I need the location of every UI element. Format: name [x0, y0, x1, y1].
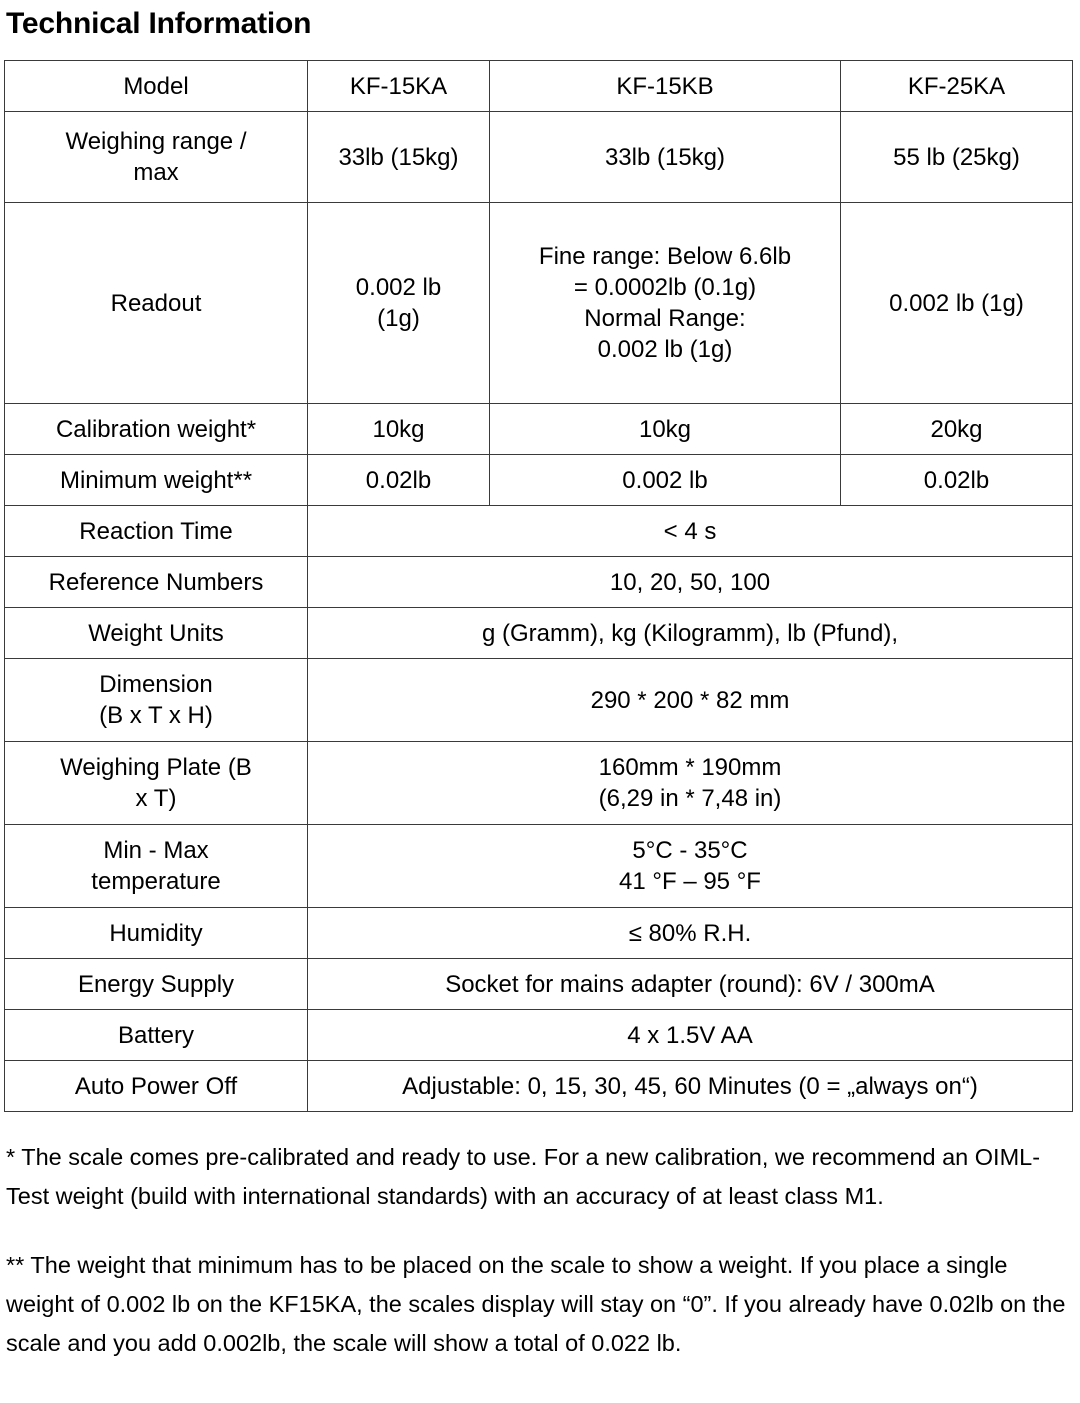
- cell-reference-numbers: 10, 20, 50, 100: [308, 557, 1073, 608]
- cell-reaction-time: < 4 s: [308, 506, 1073, 557]
- label-line-2: temperature: [91, 868, 221, 895]
- table-row: [5, 404, 1073, 455]
- cell-temperature: [308, 825, 1073, 908]
- table-row: [5, 203, 1073, 404]
- row-label-reference-numbers: Reference Numbers: [5, 557, 308, 608]
- row-label-reaction-time: Reaction Time: [5, 506, 308, 557]
- table-row: [5, 506, 1073, 557]
- table-row: [5, 825, 1073, 908]
- label-line-2: x T): [135, 785, 177, 812]
- temperature-fahrenheit: 41 °F – 95 °F: [619, 868, 761, 895]
- header-label: Model: [5, 61, 308, 112]
- readout-a-line-1: 0.002 lb: [355, 274, 442, 301]
- table-row: [5, 659, 1073, 742]
- cell-minimum-kf25ka: 0.02lb: [841, 455, 1073, 506]
- cell-weighing-range-kf15kb: 33lb (15kg): [490, 112, 841, 203]
- footnotes: [6, 1138, 1076, 1363]
- table-row: [5, 742, 1073, 825]
- cell-humidity: ≤ 80% R.H.: [308, 908, 1073, 959]
- cell-minimum-kf15kb: 0.002 lb: [490, 455, 841, 506]
- row-label-weighing-plate: [5, 742, 308, 825]
- cell-minimum-kf15ka: 0.02lb: [308, 455, 490, 506]
- header-model-kf15kb: KF-15KB: [490, 61, 841, 112]
- footnote-minimum-weight: ** The weight that minimum has to be placed on the scale to show a weight. If you place a single weight of 0.002 lb on the KF15KA, the scales display will stay on “0”. If you already have 0.02lb on the scale and you add 0.002lb, the scale will show a total of 0.022 lb.: [6, 1252, 1066, 1356]
- table-row: [5, 608, 1073, 659]
- cell-readout-kf25ka: 0.002 lb (1g): [841, 203, 1073, 404]
- table-row: [5, 112, 1073, 203]
- cell-battery: 4 x 1.5V AA: [308, 1010, 1073, 1061]
- cell-weighing-range-kf15ka: 33lb (15kg): [308, 112, 490, 203]
- plate-value-line-2: (6,29 in * 7,48 in): [598, 785, 782, 812]
- table-row: [5, 557, 1073, 608]
- readout-b-line-4: 0.002 lb (1g): [597, 336, 733, 363]
- readout-b-line-1: Fine range: Below 6.6lb: [538, 243, 792, 270]
- row-label-temperature: [5, 825, 308, 908]
- cell-weight-units: g (Gramm), kg (Kilogramm), lb (Pfund),: [308, 608, 1073, 659]
- footnote-calibration: * The scale comes pre-calibrated and ready to use. For a new calibration, we recommend an OIML-Test weight (build with international standards) with an accuracy of at least class M1.: [6, 1144, 1041, 1209]
- cell-readout-kf15ka: [308, 203, 490, 404]
- row-label-humidity: Humidity: [5, 908, 308, 959]
- table-header-row: [5, 61, 1073, 112]
- row-label-energy-supply: Energy Supply: [5, 959, 308, 1010]
- row-label-readout: Readout: [5, 203, 308, 404]
- label-line-1: Weighing Plate (B: [60, 754, 252, 781]
- temperature-celsius: 5°C - 35°C: [632, 837, 748, 864]
- row-label-calibration-weight: Calibration weight*: [5, 404, 308, 455]
- row-label-battery: Battery: [5, 1010, 308, 1061]
- cell-weighing-range-kf25ka: 55 lb (25kg): [841, 112, 1073, 203]
- cell-dimension: 290 * 200 * 82 mm: [308, 659, 1073, 742]
- page-title: Technical Information: [6, 7, 312, 40]
- table-row: [5, 455, 1073, 506]
- row-label-weight-units: Weight Units: [5, 608, 308, 659]
- header-model-kf25ka: KF-25KA: [841, 61, 1073, 112]
- label-line-1: Weighing range /: [65, 128, 247, 155]
- cell-energy-supply: Socket for mains adapter (round): 6V / 300mA: [308, 959, 1073, 1010]
- header-model-kf15ka: KF-15KA: [308, 61, 490, 112]
- label-line-1: Dimension: [99, 671, 213, 698]
- row-label-weighing-range: [5, 112, 308, 203]
- row-label-dimension: [5, 659, 308, 742]
- cell-weighing-plate: [308, 742, 1073, 825]
- table-row: [5, 1061, 1073, 1112]
- readout-a-line-2: (1g): [377, 305, 420, 332]
- cell-calibration-kf15kb: 10kg: [490, 404, 841, 455]
- specifications-table: [4, 60, 1073, 1112]
- table-row: [5, 1010, 1073, 1061]
- cell-readout-kf15kb: [490, 203, 841, 404]
- row-label-auto-power-off: Auto Power Off: [5, 1061, 308, 1112]
- label-line-1: Min - Max: [103, 837, 209, 864]
- label-line-2: (B x T x H): [99, 702, 213, 729]
- cell-calibration-kf15ka: 10kg: [308, 404, 490, 455]
- cell-auto-power-off: Adjustable: 0, 15, 30, 45, 60 Minutes (0 = „always on“): [308, 1061, 1073, 1112]
- cell-calibration-kf25ka: 20kg: [841, 404, 1073, 455]
- readout-b-line-2: = 0.0002lb (0.1g): [573, 274, 757, 301]
- row-label-minimum-weight: Minimum weight**: [5, 455, 308, 506]
- table-row: [5, 908, 1073, 959]
- table-row: [5, 959, 1073, 1010]
- readout-b-line-3: Normal Range:: [584, 305, 746, 332]
- plate-value-line-1: 160mm * 190mm: [598, 754, 782, 781]
- label-line-2: max: [133, 159, 179, 186]
